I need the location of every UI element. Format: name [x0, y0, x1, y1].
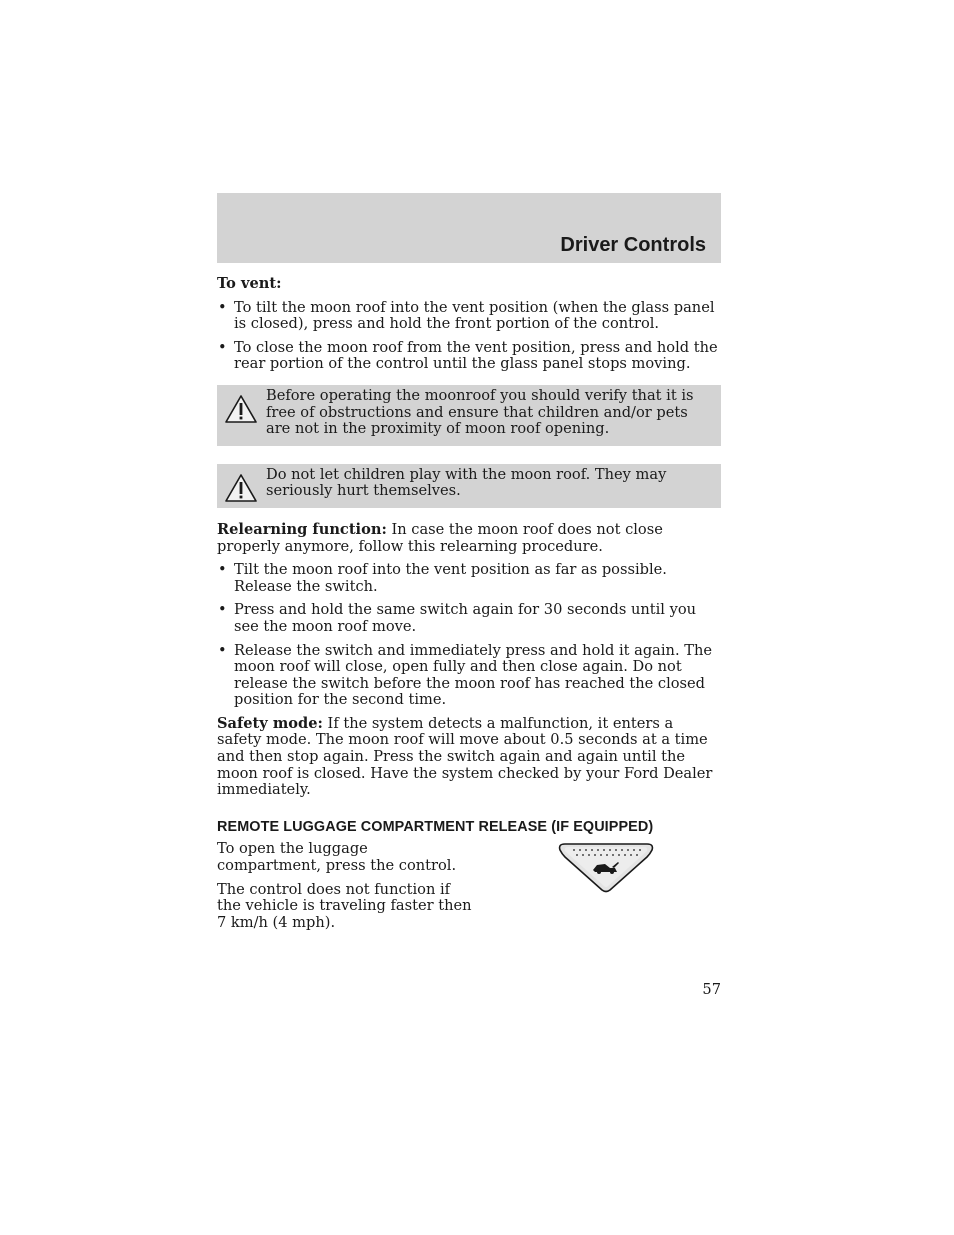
luggage-section: [217, 841, 721, 931]
luggage-text: [217, 841, 472, 931]
safety-label: Safety mode:: [217, 714, 323, 732]
list-item: • To tilt the moon roof into the vent position (when the glass panel is closed), press and hold the front portion of the control.: [217, 300, 721, 333]
vent-list: [217, 300, 721, 373]
list-item: • Press and hold the same switch again for 30 seconds until you see the moon roof move.: [217, 602, 721, 635]
page-number: 57: [702, 981, 721, 998]
list-item: • Release the switch and immediately press and hold it again. The moon roof will close, open fully and then close again. Do not release the switch before the moon roof has reached the closed position for the second time.: [217, 643, 721, 709]
list-item: • Tilt the moon roof into the vent position as far as possible. Release the switch.: [217, 562, 721, 595]
luggage-para-2: The control does not function if the vehicle is traveling faster then 7 km/h (4 mph).: [217, 880, 472, 931]
page-content: [217, 276, 721, 938]
warning-box: [217, 385, 721, 446]
relearning-list: [217, 562, 721, 709]
safety-paragraph: [217, 716, 721, 799]
vent-heading: To vent:: [217, 275, 282, 292]
page-header: [217, 193, 721, 263]
list-item: • To close the moon roof from the vent position, press and hold the rear portion of the control until the glass panel stops moving.: [217, 340, 721, 373]
warning-text: Before operating the moonroof you should verify that it is free of obstructions and ensure that children and/or pets are not in the proximity of moon roof opening.: [266, 386, 694, 438]
trunk-release-button-icon: [557, 842, 655, 894]
warning-box: [217, 464, 721, 508]
section-heading: REMOTE LUGGAGE COMPARTMENT RELEASE (IF EQUIPPED): [217, 818, 654, 835]
warning-triangle-icon: [224, 394, 258, 424]
safety-text: If the system detects a malfunction, it enters a safety mode. The moon roof will move about 0.5 seconds at a time and then stop again. Press the switch again and again until the moon roof is closed. Have the system checked by your Ford Dealer immediately.: [217, 714, 713, 799]
luggage-para-1: To open the luggage compartment, press the control.: [217, 840, 457, 875]
relearning-paragraph: [217, 522, 721, 555]
relearning-label: Relearning function:: [217, 520, 387, 538]
relearning-text: In case the moon roof does not close properly anymore, follow this relearning procedure.: [217, 520, 663, 555]
page-title: Driver Controls: [560, 234, 706, 256]
warning-triangle-icon: [224, 473, 258, 503]
warning-text: Do not let children play with the moon roof. They may seriously hurt themselves.: [266, 465, 667, 500]
